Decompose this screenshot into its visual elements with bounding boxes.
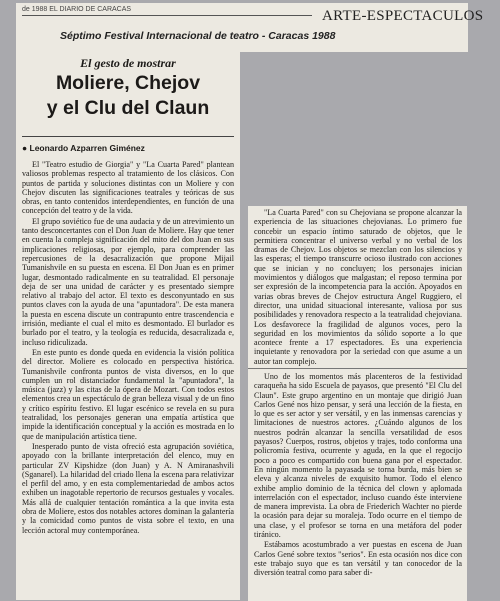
paragraph: El grupo soviético fue de una audacia y de un atrevimiento un tanto desconcertantes con el Don Juan de Moliere. Hay que tener en cuenta la compleja significación del mito del don Juan en sus implicaciones religiosas, por ejemplo, para comprender las repercusiones de la desacralización que propone Mijail Tumanishvile en su puesta en escena. El Don Juan es en primer lugar, desmontado radicalmente en su teatralidad. El personaje deja de ser una unidad de carácter y es presentado siempre relativo al trabajo del actor. El texto es desconyuntado en sus puntos claves con la ayuda de una "apuntadora". De esta manera la puesta en escena discute un contrapunto entre trascendencia e irrisión, mediante el cual el mito es desmontado. El burlador es burlado por el teatro, y la teología es reducida, desacralizada e, incluso ridiculizada.: [22, 216, 234, 347]
paragraph: El "Teatro estudio de Giorgia" y "La Cuarta Pared" plantean valiosos problemas respecto al tratamiento de los clásicos. Con puntos de partida y soluciones distintas con un Moliere y con Chejov discuten las significaciones teatrales y teóricas de sus obras, en tanto contenidos interdependientes, en función de una concepción del teatro y de la vida.: [22, 160, 234, 216]
paragraph: "La Cuarta Pared" con su Chejoviana se propone alcanzar la experiencia de las situaciones chejovianas. Lo primero fue concebir un espacio íntimo saturado de objetos, que le permitiera concentrar el universo verbal y no verbal de los dramas de Chejov. Los objetos se mezclan con los silencios y las esperas; el tiempo transcurre ocioso ilustrado con acciones que se inician y no concluyen; los personajes inician movimientos y diálogos que malgastan; el reposo termina por ser expresión de la incompetencia para la acción. Apoyados en varias obras breves de Chejov estructura Angel Ruggiero, el director, una unidad situacional interesante, valiosa por sus posibilidades y renovadora respecto a la teatralidad chejoviana. Los desfavorece la fragilidad de algunos voces, pero la seguridad en los movimientos da sólido soporte a lo que acontece frente a 17 espectadores. Es una experiencia inquietante y renovadora por la seriedad con que asume a un autor tan complejo.: [254, 208, 462, 366]
article-byline: ● Leonardo Azparren Giménez: [22, 143, 145, 153]
body-text-right-bottom: [254, 372, 462, 598]
header-rule: [22, 15, 312, 16]
article-headline: [16, 71, 240, 121]
newspaper-date-line: de 1988 EL DIARIO DE CARACAS: [22, 6, 132, 13]
body-text-right-top: [254, 208, 462, 366]
byline-rule: [22, 136, 234, 137]
paragraph: En este punto es donde queda en evidencia la visión política del director. Moliere es colocado en perspectiva histórica. Tumanishvile confronta puntos de vista diversos, en lo que cumplen un rol distanciador fundamental la "apuntadora", la música (jazz) y las citas de la ópera de Mozart. Con todos estos elementos crea un espectáculo de gran belleza visual y de un fino y crítico espíritu festivo. El lugar escénico se revela en su pura teatralidad, los personajes generan una empatía artística que impide la identificación conceptual y la acción es mostrada en lo que de manipulación artística tiene.: [22, 347, 234, 441]
headline-line-2: y el Clu del Claun: [46, 97, 210, 119]
paragraph: Estábamos acostumbrado a ver puestas en escena de Juan Carlos Gené sobre textos "serios". En esta ocasión nos dice con este trabajo suyo que es tan versátil y tan conocedor de la diversión teatral como para saber di-: [254, 540, 462, 578]
headline-line-1: Moliere, Chejov: [55, 72, 201, 94]
byline-author: Leonardo Azparren Giménez: [29, 143, 145, 153]
festival-title: Séptimo Festival Internacional de teatro - Caracas 1988: [60, 30, 336, 42]
section-title: ARTE-ESPECTACULOS: [322, 8, 484, 24]
paragraph: Uno de los momentos más placenteros de la festividad caraqueña ha sido Escuela de payasos, que presentó "El Clu del Claun". Este grupo argentino en un montaje que dirigió Juan Carlos Gené nos hizo pensar, y será una lección de la fiesta, en lo que es ser actor y ser versátil, y en las inmensas carencias y limitaciones de nuestros actores. ¿Cuándo algunos de los nuestros podrán alcanzar la sencilla versatilidad de esos payasos? Cuerpos, rostros, objetos y trajes, todo conforma una policromía festiva, ocurrente y aguda, en la que el regocijo poco a poco es compartido con buena gana por el espectador. En ningún momento la payasada se torna burda, más bien se eleva y alcanza niveles de exquisito humor. Todo el elenco exhibe amplio dominio de la técnica del clown y aplomada interrelación con el espectador, incluso cuando éste interviene de manera imprevista. La obra de Friederich Wachter no pierde la ocasión para dejar su moraleja. Todo ocurre en el tiempo de una clase, y el profesor se torna en una metáfora del poder tiránico.: [254, 372, 462, 540]
paragraph: Inesperado punto de vista ofreció esta agrupación soviética, apoyado con la brillante interpretación del elenco, muy en particular ZV Kipshidze (don Juan) y A. N Amiranashvili (Sganarel). La hilaridad del criado llena la escena para relativizar el perfil del amo, y en esta complementariedad de ambos actos exhiben un inagotable repertorio de recursos gestuales y vocales. Más allá de cualquier tentación romántica a la que invita esta obra de Moliere, estos dos notables actores dominan la galantería y la comicidad como puntos de vista sobre el texto, en una lección actoral muy contemporánea.: [22, 441, 234, 535]
body-text-left: [22, 160, 234, 598]
article-kicker: El gesto de mostrar: [80, 56, 176, 70]
